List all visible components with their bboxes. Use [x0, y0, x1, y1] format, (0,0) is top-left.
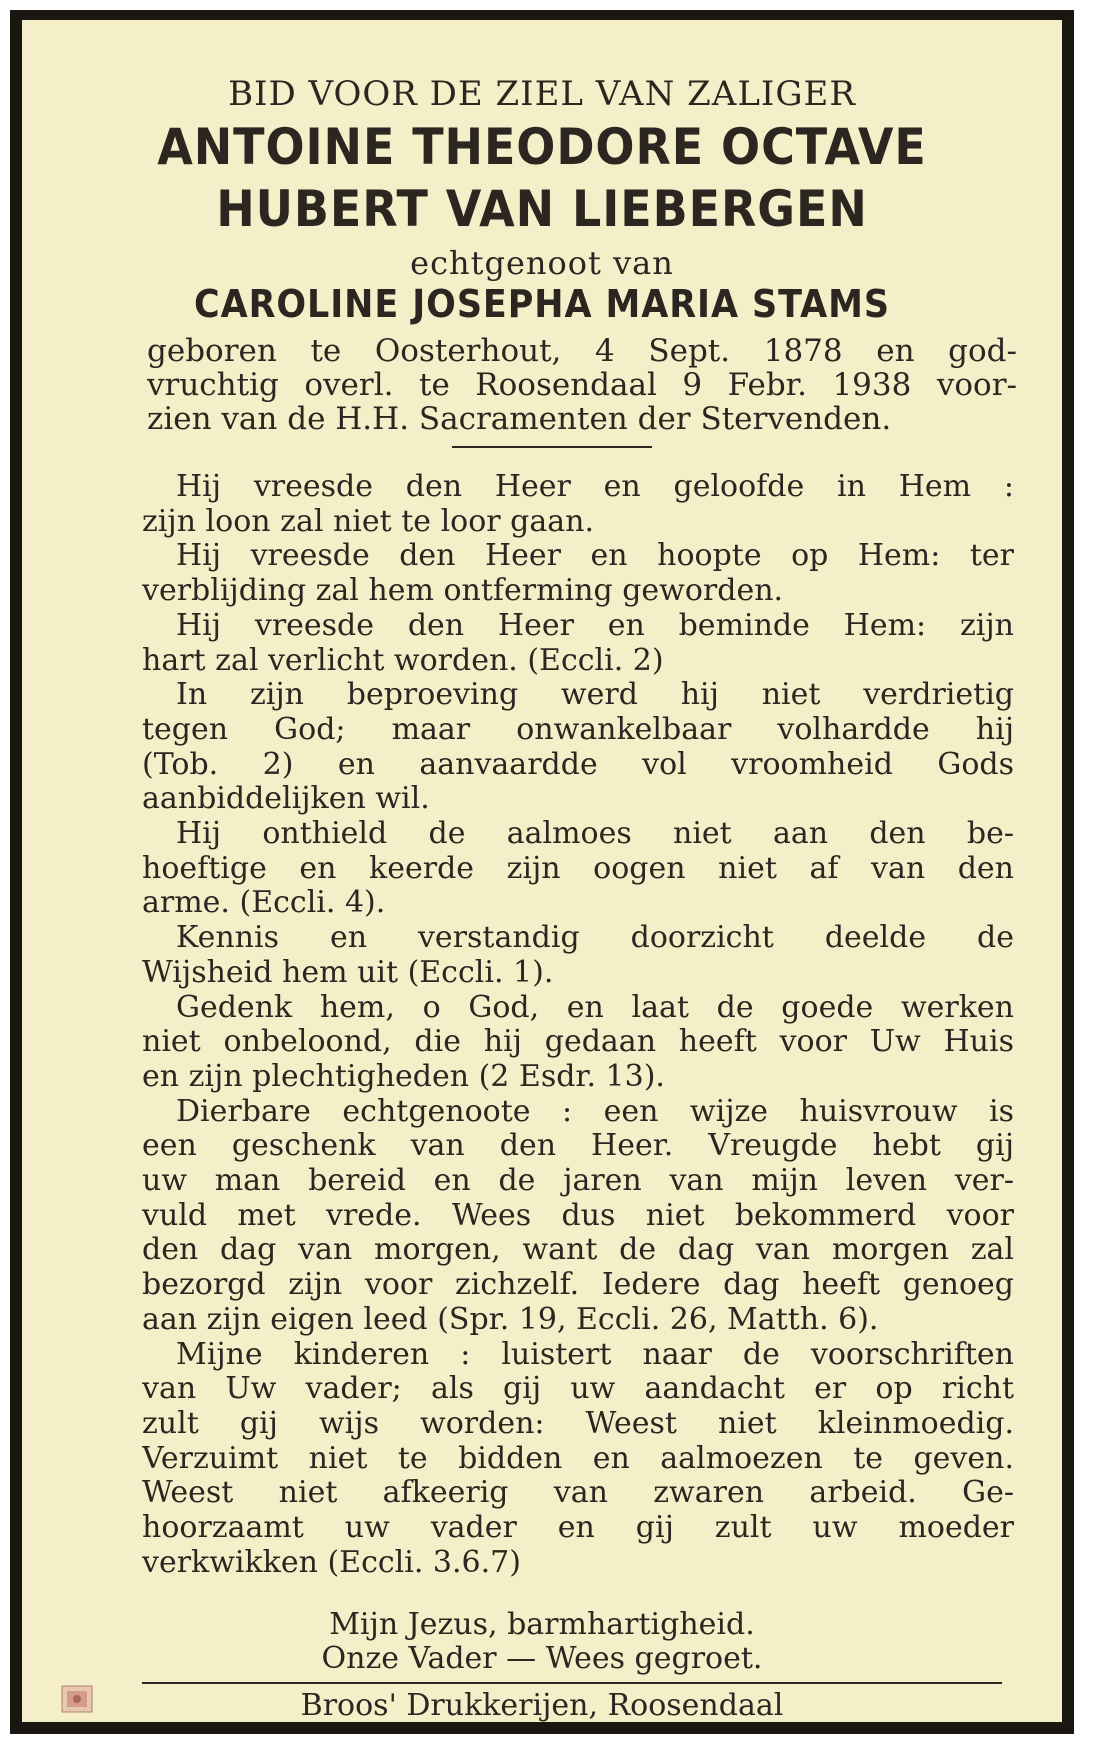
- verse-line: Weest niet afkeerig van zwaren arbeid. Ge-: [142, 1476, 1014, 1511]
- card-intro: BID VOOR DE ZIEL VAN ZALIGER: [228, 74, 856, 114]
- spouse-relation: echtgenoot van: [410, 244, 674, 282]
- deceased-name-line-2: HUBERT VAN LIEBERGEN: [216, 180, 868, 238]
- prayer-line: Mijn Jezus, barmhartigheid.: [329, 1607, 755, 1642]
- verse-line: Dierbare echtgenoote : een wijze huisvrouw is: [176, 1094, 1014, 1129]
- spouse-name: CAROLINE JOSEPHA MARIA STAMS: [194, 282, 890, 326]
- verse-line: tegen God; maar onwankelbaar volhardde hij: [142, 712, 1014, 747]
- verse-line: aan zijn eigen leed (Spr. 19, Eccli. 26, Matth. 6).: [142, 1302, 879, 1337]
- birth-line: vruchtig overl. te Roosendaal 9 Febr. 1938 voor-: [147, 368, 1017, 402]
- footer-divider: [142, 1682, 1002, 1684]
- verse-line: aanbiddelijken wil.: [142, 782, 430, 817]
- verse-line: vuld met vrede. Wees dus niet bekommerd voor: [142, 1198, 1014, 1233]
- verse-paragraph: [142, 921, 1014, 990]
- verse-paragraph: [142, 609, 1014, 678]
- verse-line: hart zal verlicht worden. (Eccli. 2): [142, 643, 664, 678]
- verse-line: Mijne kinderen : luistert naar de voorschriften: [176, 1337, 1014, 1372]
- printer-credit: Broos' Drukkerijen, Roosendaal: [300, 1688, 784, 1723]
- verse-line: Gedenk hem, o God, en laat de goede werken: [176, 990, 1014, 1025]
- deceased-name-line-1: ANTOINE THEODORE OCTAVE: [157, 118, 927, 176]
- verse-line: (Tob. 2) en aanvaardde vol vroomheid Gods: [142, 747, 1014, 782]
- verse-line: bezorgd zijn voor zichzelf. Iedere dag heeft genoeg: [142, 1268, 1014, 1303]
- birth-death-details: [147, 334, 1017, 436]
- verse-line: niet onbeloond, die hij gedaan heeft voor Uw Huis: [142, 1025, 1014, 1060]
- verse-line: verblijding zal hem ontferming geworden.: [142, 574, 784, 609]
- verse-paragraph: [142, 678, 1014, 817]
- verse-line: een geschenk van den Heer. Vreugde hebt gij: [142, 1129, 1014, 1164]
- verse-line: zijn loon zal niet te loor gaan.: [142, 504, 594, 539]
- verse-line: Hij vreesde den Heer en geloofde in Hem :: [176, 470, 1014, 504]
- memorial-card: [10, 10, 1074, 1734]
- verse-paragraph: [142, 1095, 1014, 1338]
- verse-paragraph: [142, 1338, 1014, 1581]
- verse-line: Hij vreesde den Heer en hoopte op Hem: ter: [176, 539, 1014, 574]
- verse-paragraph: [142, 539, 1014, 608]
- verse-body: [142, 470, 1014, 1581]
- birth-line: geboren te Oosterhout, 4 Sept. 1878 en god-: [147, 334, 1017, 368]
- verse-line: hoorzaamt uw vader en gij zult uw moeder: [142, 1511, 1014, 1546]
- verse-line: en zijn plechtigheden (2 Esdr. 13).: [142, 1059, 665, 1094]
- verse-line: den dag van morgen, want de dag van morgen zal: [142, 1233, 1014, 1268]
- verse-line: zult gij wijs worden: Weest niet kleinmoedig.: [142, 1406, 1014, 1441]
- verse-line: Verzuimt niet te bidden en aalmoezen te geven.: [142, 1441, 1014, 1476]
- verse-line: In zijn beproeving werd hij niet verdrietig: [176, 678, 1014, 713]
- verse-line: Kennis en verstandig doorzicht deelde de: [176, 921, 1014, 956]
- prayer-line: Onze Vader — Wees gegroet.: [321, 1641, 763, 1676]
- verse-line: arme. (Eccli. 4).: [142, 886, 386, 921]
- verse-line: uw man bereid en de jaren van mijn leven ver-: [142, 1164, 1014, 1199]
- verse-line: Hij vreesde den Heer en beminde Hem: zijn: [176, 608, 1014, 643]
- verse-line: verkwikken (Eccli. 3.6.7): [142, 1545, 521, 1580]
- birth-line: zien van de H.H. Sacramenten der Stervenden.: [147, 402, 892, 436]
- verse-line: van Uw vader; als gij uw aandacht er op richt: [142, 1372, 1014, 1407]
- verse-line: Wijsheid hem uit (Eccli. 1).: [142, 955, 554, 990]
- verse-paragraph: [142, 817, 1014, 921]
- verse-paragraph: [142, 991, 1014, 1095]
- verse-line: Hij onthield de aalmoes niet aan den be-: [176, 817, 1014, 852]
- divider: [452, 446, 652, 448]
- verse-paragraph: [142, 470, 1014, 539]
- verse-line: hoeftige en keerde zijn oogen niet af van den: [142, 851, 1014, 886]
